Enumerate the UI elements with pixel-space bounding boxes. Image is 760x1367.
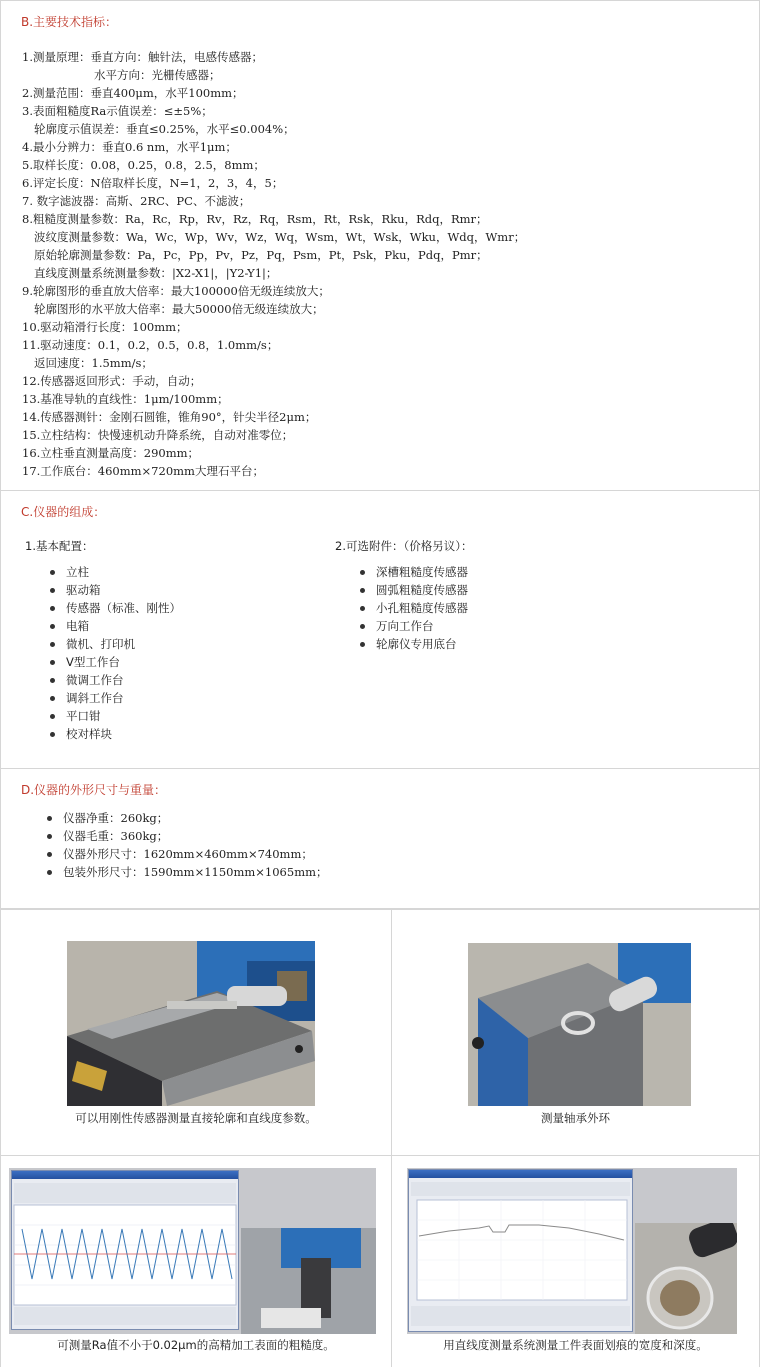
window-titlebar <box>12 1171 238 1179</box>
gallery-caption: 用直线度测量系统测量工件表面划痕的宽度和深度。 <box>443 1338 708 1352</box>
list-item-label: 调斜工作台 <box>66 691 124 705</box>
list-item-label: 电箱 <box>66 619 89 633</box>
optional-accessories-list <box>360 563 468 653</box>
section-title-dimensions: D.仪器的外形尺寸与重量： <box>21 783 167 797</box>
gallery-cell <box>391 909 760 1156</box>
list-item-label: 仪器毛重：360kg； <box>63 829 169 843</box>
cylinder-workpiece-illustration <box>635 1223 737 1334</box>
bullet-icon <box>50 570 55 575</box>
spec-line: 轮廓度示值误差：垂直≤0.25%，水平≤0.004%； <box>34 122 295 136</box>
list-item-label: 万向工作台 <box>376 619 434 633</box>
bullet-icon <box>47 816 52 821</box>
dimension-list <box>47 809 328 881</box>
window-titlebar <box>409 1170 632 1178</box>
list-item <box>50 599 181 617</box>
list-item <box>50 689 181 707</box>
spec-line: 7. 数字滤波器：高斯、2RC、PC、不滤波； <box>22 194 251 208</box>
list-item-label: V型工作台 <box>66 655 120 669</box>
list-item <box>50 707 181 725</box>
bullet-icon <box>360 624 365 629</box>
bullet-icon <box>360 642 365 647</box>
gallery-caption: 测量轴承外环 <box>541 1111 610 1125</box>
spec-line: 11.驱动速度：0.1，0.2，0.5，0.8，1.0mm/s； <box>22 338 279 352</box>
list-item <box>50 671 181 689</box>
list-item <box>47 845 328 863</box>
bullet-icon <box>50 606 55 611</box>
list-item <box>50 635 181 653</box>
gallery-cell <box>0 1155 392 1367</box>
straightness-software-window <box>408 1169 633 1332</box>
spec-line: 原始轮廓测量参数：Pa，Pc，Pp，Pv，Pz，Pq，Psm，Pt，Psk，Pku，Pdq，Pmr； <box>34 248 488 262</box>
roughness-software-window <box>11 1170 239 1330</box>
section-dimensions <box>0 768 760 908</box>
list-item <box>50 581 181 599</box>
list-item-label: 小孔粗糙度传感器 <box>376 601 468 615</box>
gallery-cell <box>0 909 392 1156</box>
bearing-ring-illustration <box>468 943 691 1106</box>
bullet-icon <box>360 588 365 593</box>
bullet-icon <box>50 714 55 719</box>
list-item <box>360 581 468 599</box>
straightness-software-photo <box>407 1168 737 1334</box>
spec-line: 波纹度测量参数：Wa，Wc，Wp，Wv，Wz，Wq，Wsm，Wt，Wsk，Wku，Wdq，Wmr； <box>34 230 526 244</box>
spec-line: 4.最小分辨力：垂直0.6 nm，水平1μm； <box>22 140 237 154</box>
list-item-label: 深槽粗糙度传感器 <box>376 565 468 579</box>
basic-config-heading: 1.基本配置： <box>25 539 94 553</box>
bullet-icon <box>47 870 52 875</box>
spec-line: 13.基准导轨的直线性：1μm/100mm； <box>22 392 229 406</box>
bullet-icon <box>50 624 55 629</box>
list-item-label: 传感器（标准、刚性） <box>66 601 181 615</box>
spec-line: 水平方向：光栅传感器； <box>94 68 221 82</box>
section-composition <box>0 490 760 768</box>
bearing-ring-photo <box>468 943 691 1106</box>
photo-gallery <box>0 908 760 1367</box>
list-item-label: 仪器净重：260kg； <box>63 811 169 825</box>
rigid-sensor-illustration <box>67 941 315 1106</box>
list-item-label: 微机、打印机 <box>66 637 135 651</box>
spec-line: 直线度测量系统测量参数：|X2-X1|，|Y2-Y1|； <box>34 266 278 280</box>
rigid-sensor-photo <box>67 941 315 1106</box>
bullet-icon <box>47 834 52 839</box>
spec-line: 16.立柱垂直测量高度：290mm； <box>22 446 200 460</box>
list-item <box>50 653 181 671</box>
straightness-profile-screen <box>409 1178 632 1331</box>
list-item-label: 驱动箱 <box>66 583 101 597</box>
section-title-specs: B.主要技术指标： <box>21 15 118 29</box>
spec-line: 3.表面粗糙度Ra示值误差：≤±5%； <box>22 104 213 118</box>
spec-line: 返回速度：1.5mm/s； <box>34 356 153 370</box>
list-item-label: 仪器外形尺寸：1620mm×460mm×740mm； <box>63 847 313 861</box>
bullet-icon <box>360 570 365 575</box>
list-item <box>360 635 468 653</box>
gallery-cell <box>391 1155 760 1367</box>
bullet-icon <box>50 696 55 701</box>
list-item <box>50 617 181 635</box>
bullet-icon <box>360 606 365 611</box>
spec-line: 8.粗糙度测量参数：Ra，Rc，Rp，Rv，Rz，Rq，Rsm，Rt，Rsk，Rku，Rdq，Rmr； <box>22 212 488 226</box>
list-item <box>360 563 468 581</box>
optional-accessories-heading: 2.可选附件：（价格另议）： <box>335 539 473 553</box>
spec-line: 2.测量范围：垂直400μm，水平100mm； <box>22 86 244 100</box>
spec-line: 1.测量原理：垂直方向：触针法，电感传感器； <box>22 50 263 64</box>
gallery-caption: 可以用刚性传感器测量直接轮廓和直线度参数。 <box>75 1111 317 1125</box>
section-title-composition: C.仪器的组成： <box>21 505 106 519</box>
list-item <box>360 599 468 617</box>
spec-line: 6.评定长度：N倍取样长度，N=1，2，3，4，5； <box>22 176 284 190</box>
bullet-icon <box>50 660 55 665</box>
list-item <box>47 863 328 881</box>
gallery-caption: 可测量Ra值不小于0.02μm的高精加工表面的粗糙度。 <box>57 1338 335 1352</box>
spec-line: 9.轮廓图形的垂直放大倍率：最大100000倍无级连续放大； <box>22 284 330 298</box>
list-item-label: 平口钳 <box>66 709 101 723</box>
spec-line: 14.传感器测针：金刚石圆锥，锥角90°，针尖半径2μm； <box>22 410 317 424</box>
bullet-icon <box>50 642 55 647</box>
list-item <box>50 563 181 581</box>
spec-line: 轮廓图形的水平放大倍率：最大50000倍无级连续放大； <box>34 302 324 316</box>
spec-line: 12.传感器返回形式：手动，自动； <box>22 374 202 388</box>
bullet-icon <box>50 732 55 737</box>
list-item-label: 校对样块 <box>66 727 112 741</box>
list-item <box>360 617 468 635</box>
spec-line: 10.驱动箱滑行长度：100mm； <box>22 320 188 334</box>
list-item-label: 微调工作台 <box>66 673 124 687</box>
bullet-icon <box>50 588 55 593</box>
roughness-software-photo <box>9 1168 376 1334</box>
basic-config-list <box>50 563 181 743</box>
list-item <box>47 809 328 827</box>
spec-line: 15.立柱结构：快慢速机动升降系统，自动对准零位； <box>22 428 294 442</box>
list-item-label: 立柱 <box>66 565 89 579</box>
bullet-icon <box>50 678 55 683</box>
list-item-label: 包装外形尺寸：1590mm×1150mm×1065mm； <box>63 865 328 879</box>
list-item <box>47 827 328 845</box>
spec-line: 17.工作底台：460mm×720mm大理石平台； <box>22 464 264 478</box>
list-item <box>50 725 181 743</box>
list-item-label: 轮廓仪专用底台 <box>376 637 457 651</box>
roughness-profile-screen <box>12 1179 238 1329</box>
list-item-label: 圆弧粗糙度传感器 <box>376 583 468 597</box>
section-specs <box>0 0 760 490</box>
bullet-icon <box>47 852 52 857</box>
roughness-sensor-illustration <box>241 1228 376 1334</box>
spec-line: 5.取样长度：0.08，0.25，0.8，2.5，8mm； <box>22 158 265 172</box>
